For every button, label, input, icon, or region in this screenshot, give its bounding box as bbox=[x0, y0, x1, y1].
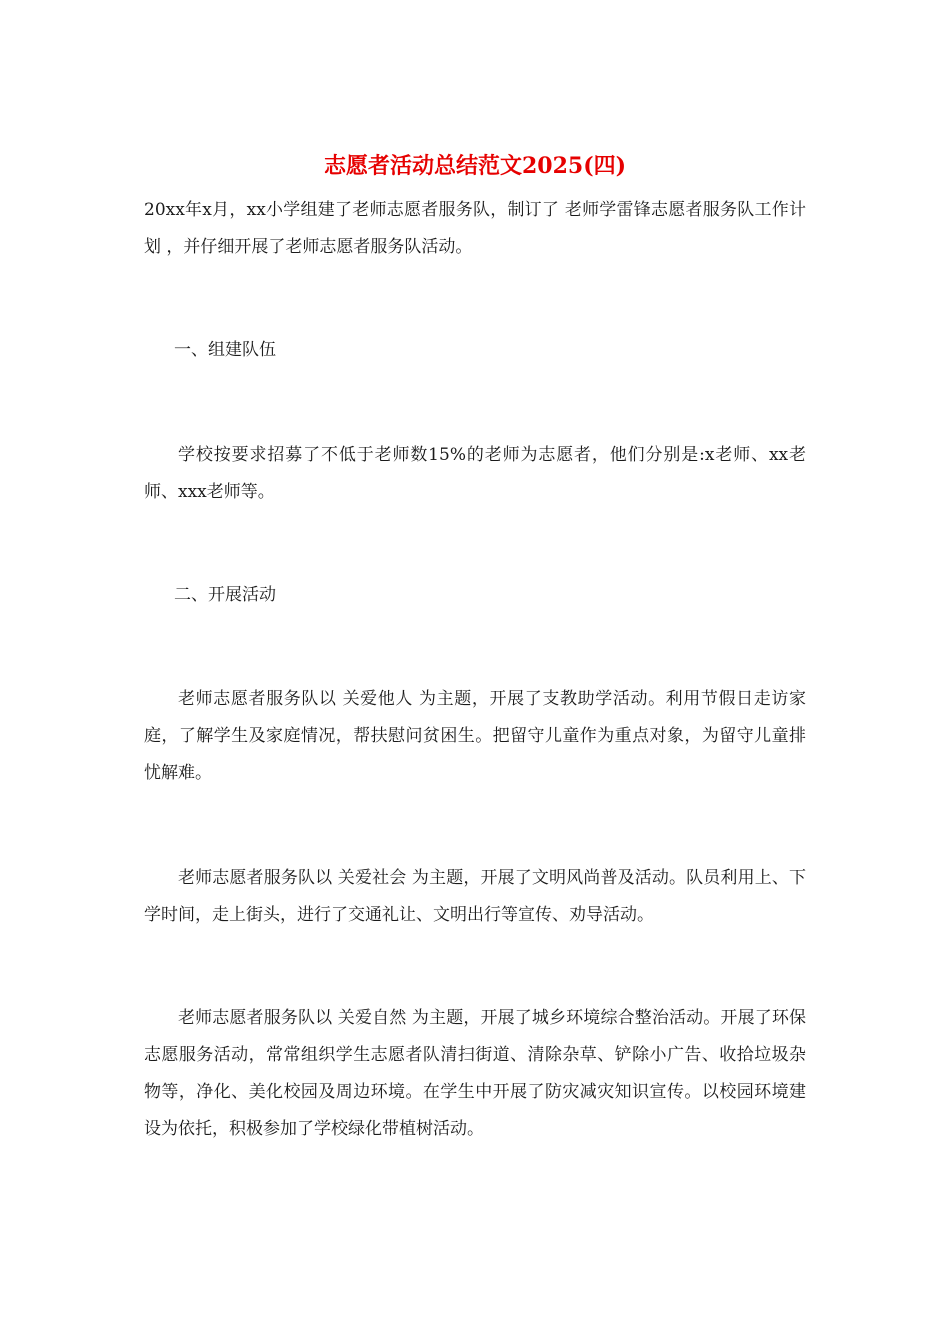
paragraph-care-society: 老师志愿者服务队以 关爱社会 为主题，开展了文明风尚普及活动。队员利用上、下学时间，走上街头，进行了交通礼让、文明出行等宣传、劝导活动。 bbox=[144, 868, 806, 925]
section-heading-activities: 二、开展活动 bbox=[174, 585, 276, 605]
paragraph-care-nature: 老师志愿者服务队以 关爱自然 为主题，开展了城乡环境综合整治活动。开展了环保志愿服务活动，常常组织学生志愿者队清扫街道、清除杂草、铲除小广告、收拾垃圾杂物等，净化、美化校园及周边环境。在学生中开展了防灾减灾知识宣传。以校园环境建设为依托，积极参加了学校绿化带植树活动。 bbox=[144, 1008, 806, 1139]
section-heading-team: 一、组建队伍 bbox=[174, 340, 276, 360]
paragraph-recruitment: 学校按要求招募了不低于老师数15%的老师为志愿者，他们分别是:x老师、xx老师、xxx老师等。 bbox=[144, 445, 806, 502]
paragraph-care-others: 老师志愿者服务队以 关爱他人 为主题，开展了支教助学活动。利用节假日走访家庭，了解学生及家庭情况，帮扶慰问贫困生。把留守儿童作为重点对象，为留守儿童排忧解难。 bbox=[144, 689, 806, 783]
document-title: 志愿者活动总结范文2025(四) bbox=[323, 153, 627, 179]
intro-paragraph: 20xx年x月，xx小学组建了老师志愿者服务队，制订了 老师学雷锋志愿者服务队工作计划 ，并仔细开展了老师志愿者服务队活动。 bbox=[144, 200, 806, 257]
